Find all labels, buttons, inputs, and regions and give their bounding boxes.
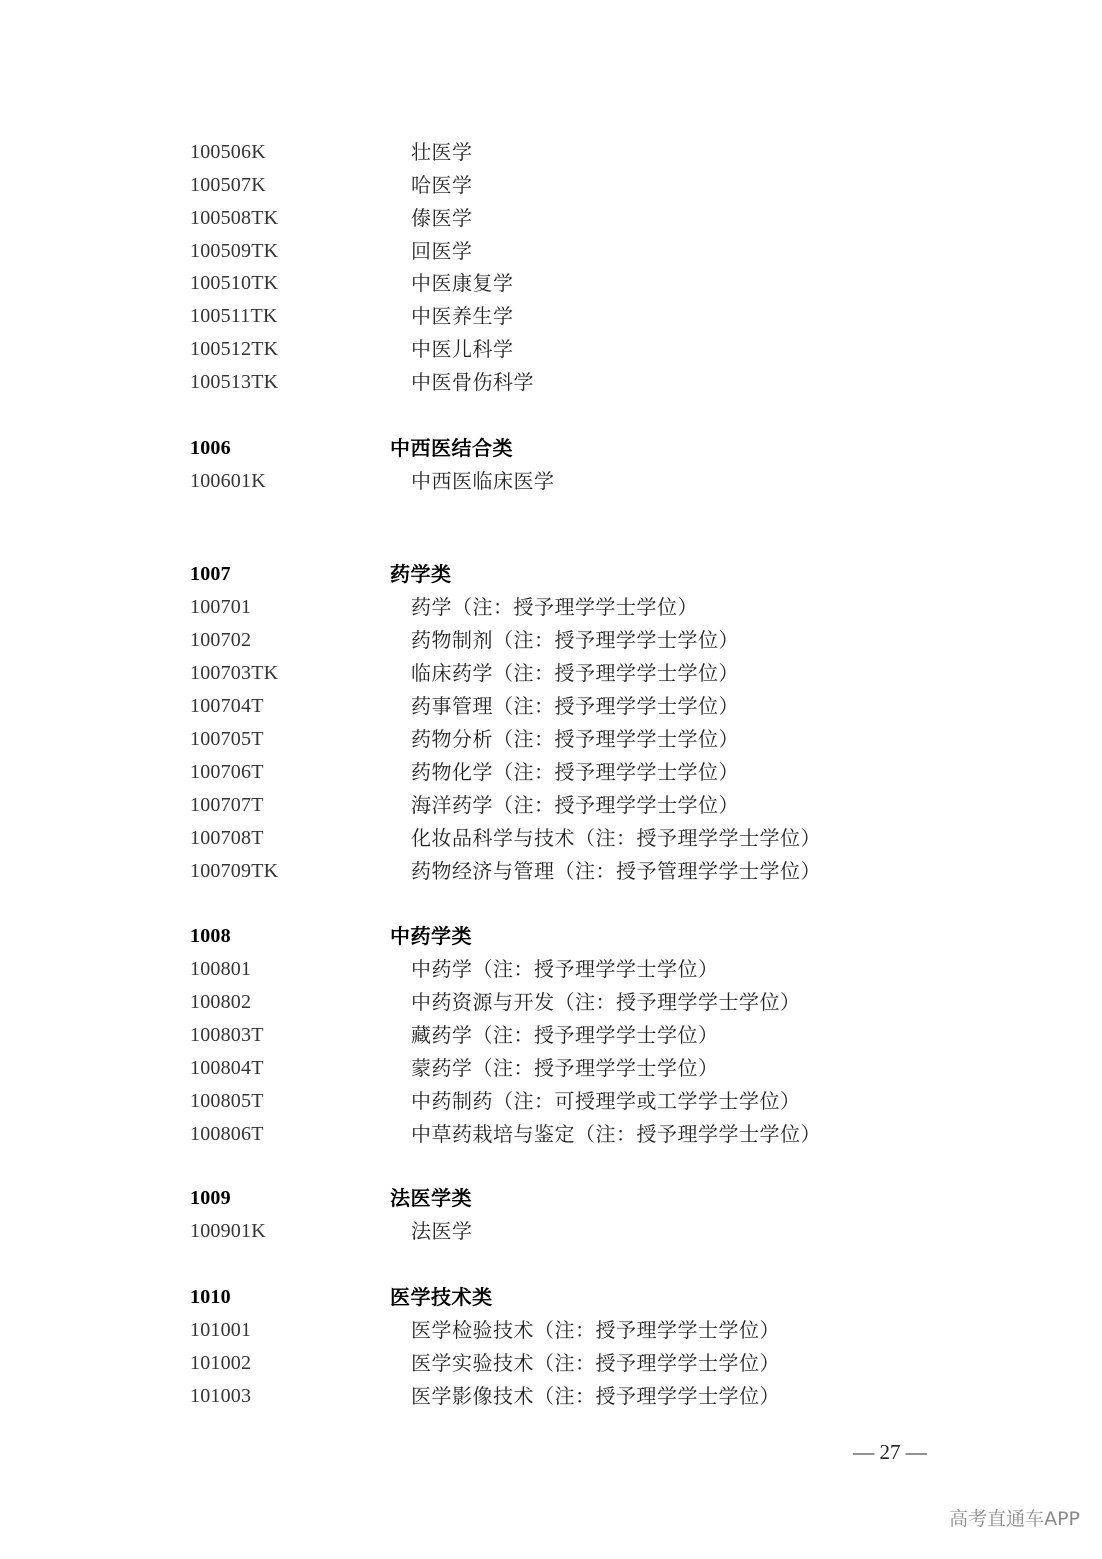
major-row	[0, 366, 1102, 399]
major-row	[0, 1380, 1102, 1413]
major-row	[0, 1019, 1102, 1052]
category-code: 1009	[190, 1187, 231, 1209]
major-row	[0, 333, 1102, 366]
major-name: 哈医学	[411, 173, 473, 197]
major-row	[0, 465, 1102, 498]
major-code: 101003	[190, 1385, 252, 1407]
major-row	[0, 822, 1102, 855]
major-code: 100801	[190, 958, 252, 980]
major-name: 中西医临床医学	[411, 469, 555, 493]
major-name: 药物制剂（注：授予理学学士学位）	[411, 628, 739, 652]
major-code: 100803T	[190, 1024, 264, 1046]
major-name: 化妆品科学与技术（注：授予理学学士学位）	[411, 826, 821, 850]
major-code: 100506K	[190, 141, 266, 163]
major-row	[0, 1314, 1102, 1347]
major-row	[0, 202, 1102, 235]
major-name: 医学检验技术（注：授予理学学士学位）	[411, 1318, 780, 1342]
major-name: 法医学	[411, 1219, 473, 1243]
major-code: 100804T	[190, 1057, 264, 1079]
major-name: 医学实验技术（注：授予理学学士学位）	[411, 1351, 780, 1375]
major-code: 100701	[190, 596, 252, 618]
major-code: 100703TK	[190, 662, 279, 684]
major-code: 100709TK	[190, 860, 279, 882]
major-name: 回医学	[411, 239, 473, 263]
major-row	[0, 986, 1102, 1019]
major-code: 100511TK	[190, 305, 278, 327]
major-name: 药物化学（注：授予理学学士学位）	[411, 760, 739, 784]
major-name: 傣医学	[411, 206, 473, 230]
major-name: 中医康复学	[411, 271, 514, 295]
major-name: 药学（注：授予理学学士学位）	[411, 595, 698, 619]
major-code: 100806T	[190, 1123, 264, 1145]
major-row	[0, 136, 1102, 169]
major-name: 药物分析（注：授予理学学士学位）	[411, 727, 739, 751]
major-row	[0, 789, 1102, 822]
major-code: 100901K	[190, 1220, 266, 1242]
major-code: 100707T	[190, 794, 264, 816]
category-code: 1008	[190, 925, 231, 947]
major-name: 药事管理（注：授予理学学士学位）	[411, 694, 739, 718]
major-code: 100509TK	[190, 240, 279, 262]
major-name: 蒙药学（注：授予理学学士学位）	[411, 1056, 719, 1080]
major-code: 100708T	[190, 827, 264, 849]
major-row	[0, 1118, 1102, 1151]
major-name: 药物经济与管理（注：授予管理学学士学位）	[411, 859, 821, 883]
major-row	[0, 1347, 1102, 1380]
major-row	[0, 657, 1102, 690]
category-row	[0, 432, 1102, 465]
major-name: 中草药栽培与鉴定（注：授予理学学士学位）	[411, 1122, 821, 1146]
major-row	[0, 756, 1102, 789]
major-name: 中药资源与开发（注：授予理学学士学位）	[411, 990, 801, 1014]
major-code: 100513TK	[190, 371, 279, 393]
category-code: 1007	[190, 563, 231, 585]
page-number: — 27 —	[853, 1440, 927, 1464]
major-name: 藏药学（注：授予理学学士学位）	[411, 1023, 719, 1047]
major-name: 中医儿科学	[411, 337, 514, 361]
category-name: 中药学类	[390, 924, 472, 948]
major-row	[0, 855, 1102, 888]
major-row	[0, 1085, 1102, 1118]
major-code: 100601K	[190, 470, 266, 492]
major-name: 临床药学（注：授予理学学士学位）	[411, 661, 739, 685]
category-code: 1006	[190, 437, 231, 459]
major-row	[0, 1052, 1102, 1085]
major-row	[0, 690, 1102, 723]
major-code: 100805T	[190, 1090, 264, 1112]
major-code: 100802	[190, 991, 252, 1013]
major-row	[0, 953, 1102, 986]
category-name: 医学技术类	[390, 1285, 493, 1309]
major-row	[0, 723, 1102, 756]
major-code: 101001	[190, 1319, 252, 1341]
major-name: 医学影像技术（注：授予理学学士学位）	[411, 1384, 780, 1408]
major-code: 100702	[190, 629, 252, 651]
category-row	[0, 558, 1102, 591]
major-row	[0, 300, 1102, 333]
category-name: 中西医结合类	[390, 436, 513, 460]
major-row	[0, 624, 1102, 657]
major-code: 100706T	[190, 761, 264, 783]
major-code: 100507K	[190, 174, 266, 196]
major-row	[0, 591, 1102, 624]
major-row	[0, 169, 1102, 202]
major-name: 壮医学	[411, 140, 473, 164]
category-name: 药学类	[390, 562, 452, 586]
category-row	[0, 1281, 1102, 1314]
major-code: 100704T	[190, 695, 264, 717]
major-name: 中药学（注：授予理学学士学位）	[411, 957, 719, 981]
major-name: 中药制药（注：可授理学或工学学士学位）	[411, 1089, 801, 1113]
major-row	[0, 267, 1102, 300]
category-row	[0, 920, 1102, 953]
major-name: 海洋药学（注：授予理学学士学位）	[411, 793, 739, 817]
watermark: 高考直通车APP	[949, 1508, 1080, 1530]
category-name: 法医学类	[390, 1186, 472, 1210]
major-code: 100512TK	[190, 338, 279, 360]
major-name: 中医骨伤科学	[411, 370, 534, 394]
major-code: 100508TK	[190, 207, 279, 229]
category-row	[0, 1182, 1102, 1215]
major-row	[0, 1215, 1102, 1248]
major-code: 101002	[190, 1352, 252, 1374]
major-name: 中医养生学	[411, 304, 514, 328]
major-code: 100510TK	[190, 272, 279, 294]
category-code: 1010	[190, 1286, 231, 1308]
major-row	[0, 235, 1102, 268]
major-code: 100705T	[190, 728, 264, 750]
